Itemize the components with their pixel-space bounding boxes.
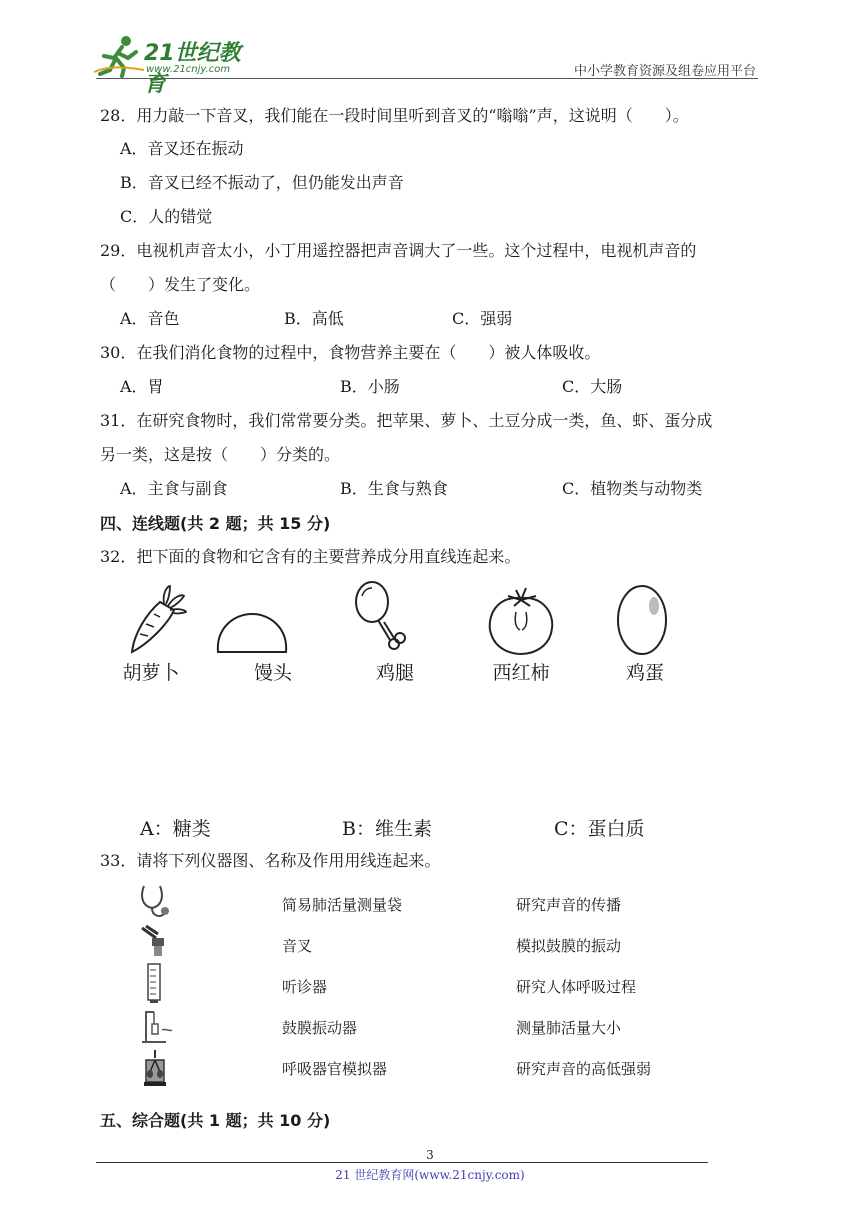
question-31-stem-line2: 另一类，这是按（ ）分类的。 (100, 445, 341, 464)
instrument-use-1: 研究声音的传播 (516, 896, 622, 914)
measuring-bag-icon (144, 962, 166, 1004)
eardrum-vibrator-icon (136, 1008, 176, 1046)
instrument-use-4: 测量肺活量大小 (516, 1019, 622, 1037)
question-33-stem: 33．请将下列仪器图、名称及作用用线连起来。 (100, 851, 441, 870)
question-28-option-a: A．音叉还在振动 (120, 139, 244, 158)
question-28-stem: 28．用力敲一下音叉，我们能在一段时间里听到音叉的“嗡嗡”声，这说明（ ）。 (100, 106, 689, 125)
instrument-name-5: 呼吸器官模拟器 (282, 1060, 388, 1078)
nutrient-c-protein: C：蛋白质 (554, 818, 645, 840)
page-number: 3 (426, 1148, 434, 1162)
egg-icon (614, 580, 670, 656)
steamed-bun-icon (214, 610, 290, 656)
question-31-stem-line1: 31．在研究食物时，我们常常要分类。把苹果、萝卜、土豆分成一类，鱼、虾、蛋分成 (100, 411, 713, 430)
instrument-name-1: 简易肺活量测量袋 (282, 896, 403, 914)
question-30-option-c: C．大肠 (562, 377, 623, 396)
tomato-icon (486, 584, 556, 656)
section-4-title: 四、连线题(共 2 题；共 15 分) (100, 514, 331, 533)
question-31-option-b: B．生食与熟食 (340, 479, 448, 498)
instrument-use-3: 研究人体呼吸过程 (516, 978, 637, 996)
food-label-tomato: 西红柿 (492, 662, 550, 684)
question-31-option-a: A．主食与副食 (120, 479, 228, 498)
food-label-steamed-bun: 馒头 (253, 662, 292, 684)
instrument-use-2: 模拟鼓膜的振动 (516, 937, 622, 955)
respiratory-model-icon (140, 1048, 170, 1088)
header-rule (96, 78, 758, 79)
runner-logo-icon (92, 34, 148, 78)
chicken-leg-icon (352, 578, 408, 658)
question-29-stem-line1: 29．电视机声音太小，小丁用遥控器把声音调大了一些。这个过程中，电视机声音的 (100, 241, 697, 260)
food-label-egg: 鸡蛋 (625, 662, 664, 684)
question-31-option-c: C．植物类与动物类 (562, 479, 703, 498)
stethoscope-icon (138, 882, 172, 920)
question-29-stem-line2: （ ）发生了变化。 (100, 275, 261, 294)
footer-rule (96, 1162, 708, 1163)
instrument-name-3: 听诊器 (282, 978, 328, 996)
question-30-stem: 30．在我们消化食物的过程中，食物营养主要在（ ）被人体吸收。 (100, 343, 601, 362)
tuning-fork-icon (138, 924, 172, 958)
question-28-option-c: C．人的错觉 (120, 207, 213, 226)
food-label-carrot: 胡萝卜 (122, 662, 180, 684)
footer-site-link[interactable]: 21 世纪教育网(www.21cnjy.com) (335, 1168, 525, 1182)
question-29-option-a: A．音色 (120, 309, 180, 328)
header-logo (92, 34, 262, 97)
logo-url: www.21cnjy.com (146, 64, 231, 75)
question-30-option-a: A．胃 (120, 377, 164, 396)
logo-title: 21世纪教育 (144, 41, 241, 97)
section-5-title: 五、综合题(共 1 题；共 10 分) (100, 1111, 331, 1130)
question-28-option-b: B．音叉已经不振动了，但仍能发出声音 (120, 173, 404, 192)
question-32-stem: 32．把下面的食物和它含有的主要营养成分用直线连起来。 (100, 547, 521, 566)
question-30-option-b: B．小肠 (340, 377, 400, 396)
instrument-name-2: 音叉 (282, 937, 313, 955)
header-platform-text: 中小学教育资源及组卷应用平台 (573, 64, 756, 79)
instrument-use-5: 研究声音的高低强弱 (516, 1060, 652, 1078)
nutrient-a-sugar: A：糖类 (140, 818, 211, 840)
question-29-option-c: C．强弱 (452, 309, 513, 328)
carrot-icon (126, 584, 190, 656)
instrument-name-4: 鼓膜振动器 (282, 1019, 358, 1037)
food-label-chicken-leg: 鸡腿 (375, 662, 414, 684)
nutrient-b-vitamin: B：维生素 (342, 818, 432, 840)
question-29-option-b: B．高低 (284, 309, 344, 328)
